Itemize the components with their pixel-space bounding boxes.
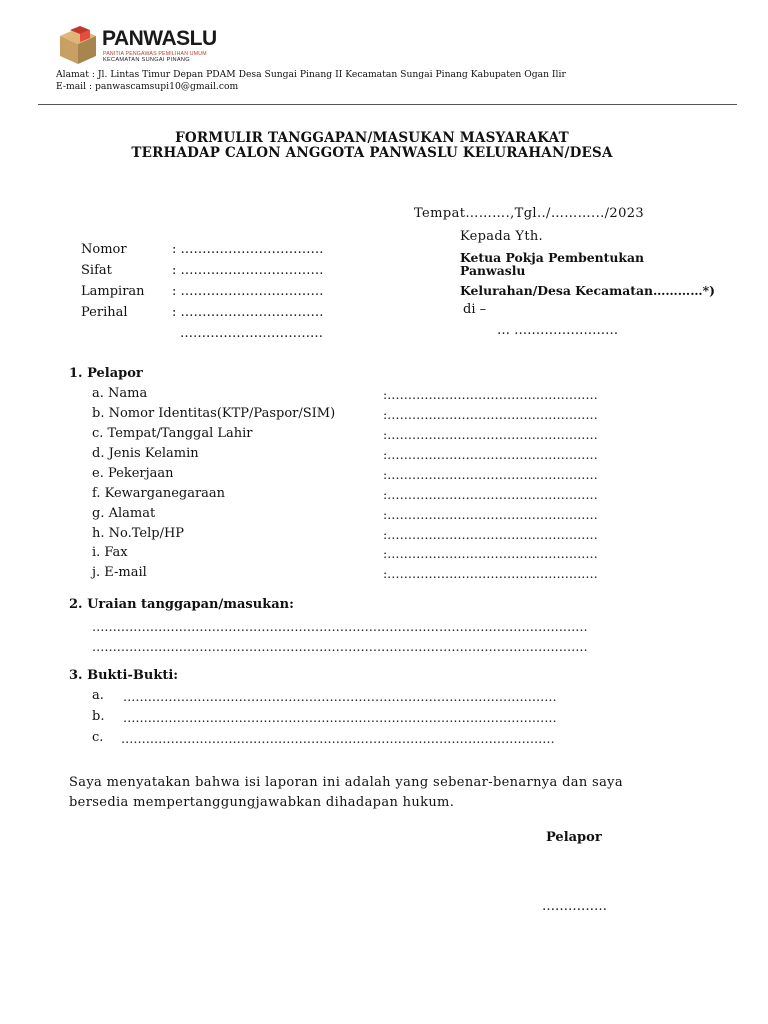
field-value-ttl: :…………………………………………… <box>383 427 598 442</box>
form-title-line1: FORMULIR TANGGAPAN/MASUKAN MASYARAKAT <box>175 130 569 146</box>
uraian-line-1: ………………………………………………………………………………………………………… <box>92 619 588 634</box>
field-value-pekerjaan: :…………………………………………… <box>383 467 598 482</box>
recipient-dots: … …………………… <box>497 323 619 338</box>
field-label-fax: i. Fax <box>92 545 128 560</box>
meta-label-perihal: Perihal <box>81 305 128 320</box>
field-value-fax: :…………………………………………… <box>383 546 598 561</box>
signature-label: Pelapor <box>546 830 602 845</box>
field-label-telp: h. No.Telp/HP <box>92 526 185 541</box>
ballot-box-logo-icon <box>56 24 100 66</box>
bukti-value-a: …………………………………………………………………………………………… <box>123 689 557 704</box>
statement-line2: bersedia mempertanggungjawabkan dihadapan hukum. <box>69 795 455 810</box>
field-label-ttl: c. Tempat/Tanggal Lahir <box>92 426 253 441</box>
section1-title: 1. Pelapor <box>69 366 143 381</box>
field-value-nama: :…………………………………………… <box>383 387 598 402</box>
header-email: E-mail : panwascamsupi10@gmail.com <box>56 81 239 92</box>
recipient-line2: Panwaslu <box>460 263 526 278</box>
meta-perihal-continuation: …………………………… <box>180 326 323 341</box>
uraian-line-2: ………………………………………………………………………………………………………… <box>92 639 588 654</box>
header-divider <box>38 104 737 105</box>
signature-dots: …………… <box>542 899 607 914</box>
statement-line1: Saya menyatakan bahwa isi laporan ini adalah yang sebenar-benarnya dan saya <box>69 775 623 790</box>
bukti-value-c: …………………………………………………………………………………………… <box>121 731 555 746</box>
form-title-line2: TERHADAP CALON ANGGOTA PANWASLU KELURAHAN/DESA <box>131 145 613 161</box>
meta-value-perihal: : …………………………… <box>172 305 324 320</box>
meta-value-lampiran: : …………………………… <box>172 284 324 299</box>
place-date: Tempat……….,Tgl../……….../2023 <box>414 206 645 221</box>
field-label-identitas: b. Nomor Identitas(KTP/Paspor/SIM) <box>92 406 336 421</box>
recipient-greeting: Kepada Yth. <box>460 229 543 244</box>
field-value-telp: :…………………………………………… <box>383 527 598 542</box>
field-label-alamat: g. Alamat <box>92 506 156 521</box>
field-value-email: :…………………………………………… <box>383 566 598 581</box>
bukti-label-c: c. <box>92 730 104 745</box>
recipient-di: di – <box>463 302 487 317</box>
field-label-kewarganegaraan: f. Kewarganegaraan <box>92 486 226 501</box>
field-value-identitas: :…………………………………………… <box>383 407 598 422</box>
section2-title: 2. Uraian tanggapan/masukan: <box>69 597 294 612</box>
bukti-value-b: …………………………………………………………………………………………… <box>123 710 557 725</box>
recipient-line3: Kelurahan/Desa Kecamatan…………*) <box>460 283 715 298</box>
field-label-pekerjaan: e. Pekerjaan <box>92 466 174 481</box>
recipient-line1: Ketua Pokja Pembentukan <box>460 250 645 265</box>
section3-title: 3. Bukti-Bukti: <box>69 668 179 683</box>
meta-label-nomor: Nomor <box>81 242 127 257</box>
bukti-label-b: b. <box>92 709 105 724</box>
header-address: Alamat : Jl. Lintas Timur Depan PDAM Desa Sungai Pinang II Kecamatan Sungai Pinang Kabupaten Ogan Ilir <box>56 69 566 80</box>
field-label-email: j. E-mail <box>92 565 147 580</box>
bukti-label-a: a. <box>92 688 104 703</box>
logo-subtitle-district: KECAMATAN SUNGAI PINANG <box>103 57 190 63</box>
field-value-kewarganegaraan: :…………………………………………… <box>383 487 598 502</box>
logo-wordmark: PANWASLU <box>102 27 217 50</box>
logo-subtitle-agency: PANITIA PENGAWAS PEMILIHAN UMUM <box>103 51 207 57</box>
meta-value-sifat: : …………………………… <box>172 263 324 278</box>
panwaslu-logo <box>56 24 256 68</box>
field-label-jenis-kelamin: d. Jenis Kelamin <box>92 446 199 461</box>
field-value-alamat: :…………………………………………… <box>383 507 598 522</box>
meta-label-lampiran: Lampiran <box>81 284 145 299</box>
field-value-jenis-kelamin: :…………………………………………… <box>383 447 598 462</box>
meta-value-nomor: : …………………………… <box>172 242 324 257</box>
meta-label-sifat: Sifat <box>81 263 112 278</box>
field-label-nama: a. Nama <box>92 386 148 401</box>
